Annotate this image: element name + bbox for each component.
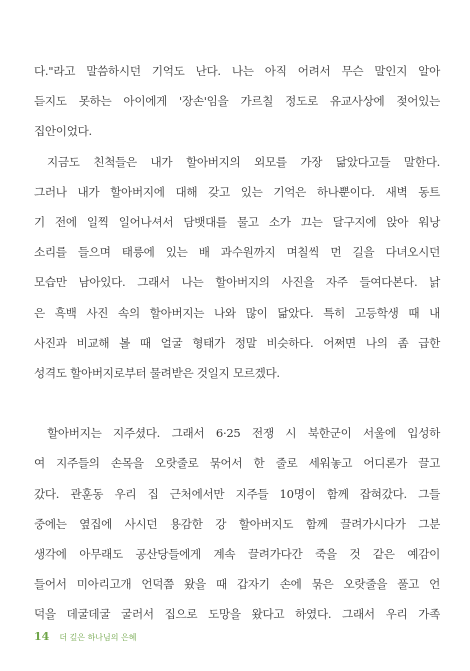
body-line: 소리를 들으며 태릉에 있는 배 과수원까지 며칠씩 먼 길을 다녀오시던	[34, 245, 440, 260]
body-line: 듣지도 못하는 아이에게 '장손'임을 가르칠 정도로 유교사상에 젖어있는	[34, 94, 440, 109]
body-line: 모습만 남아있다. 그래서 나는 할아버지의 사진을 자주 들여다본다. 낡	[34, 275, 440, 290]
body-line: 생각에 아무래도 공산당들에게 계속 끌려가다간 죽을 것 같은 예감이	[34, 547, 440, 561]
running-title: 더 깊은 하나님의 은혜	[59, 633, 137, 642]
body-line: 지금도 친척들은 내가 할아버지의 외모를 가장 닮았다고들 말한다.	[47, 154, 440, 169]
body-line: 여 지주들의 손목을 오랏줄로 묶어서 한 줄로 세워놓고 어디론가 끌고	[34, 456, 440, 471]
body-line: 은 흑백 사진 속의 할아버지는 나와 많이 닮았다. 특히 고등학생 때 내	[34, 305, 440, 320]
body-line: 할아버지는 지주셨다. 그래서 6·25 전쟁 시 북한군이 서울에 입성하	[47, 426, 440, 441]
body-line: 그러나 내가 할아버지에 대해 갖고 있는 기억은 하나뿐이다. 새벽 동트	[34, 184, 440, 199]
body-line: 기 전에 일찍 일어나셔서 담뱃대를 물고 소가 끄는 달구지에 앉아 워낭	[34, 215, 440, 229]
page-footer	[34, 630, 137, 644]
body-line: 다."라고 말씀하시던 기억도 난다. 나는 아직 어려서 무슨 말인지 알아	[34, 64, 440, 78]
page-number: 14	[34, 630, 50, 643]
body-line: 사진과 비교해 볼 때 얼굴 형태가 정말 비슷하다. 어쩌면 나의 좀 급한	[34, 335, 440, 350]
body-line: 갔다. 관훈동 우리 집 근처에서만 지주들 10명이 함께 잡혀갔다. 그들	[34, 486, 440, 501]
body-line: 성격도 할아버지로부터 물려받은 것일지 모르겠다.	[34, 366, 280, 380]
body-line: 중에는 옆집에 사시던 용감한 강 할아버지도 함께 끌려가시다가 그분	[34, 516, 440, 531]
body-line: 덕을 데굴데굴 굴러서 집으로 도망을 왔다고 하였다. 그래서 우리 가족	[34, 607, 440, 622]
body-line: 집안이었다.	[34, 124, 92, 139]
body-line: 들어서 미아리고개 언덕쯤 왔을 때 갑자기 손에 묶은 오랏줄을 풀고 언	[34, 577, 440, 592]
